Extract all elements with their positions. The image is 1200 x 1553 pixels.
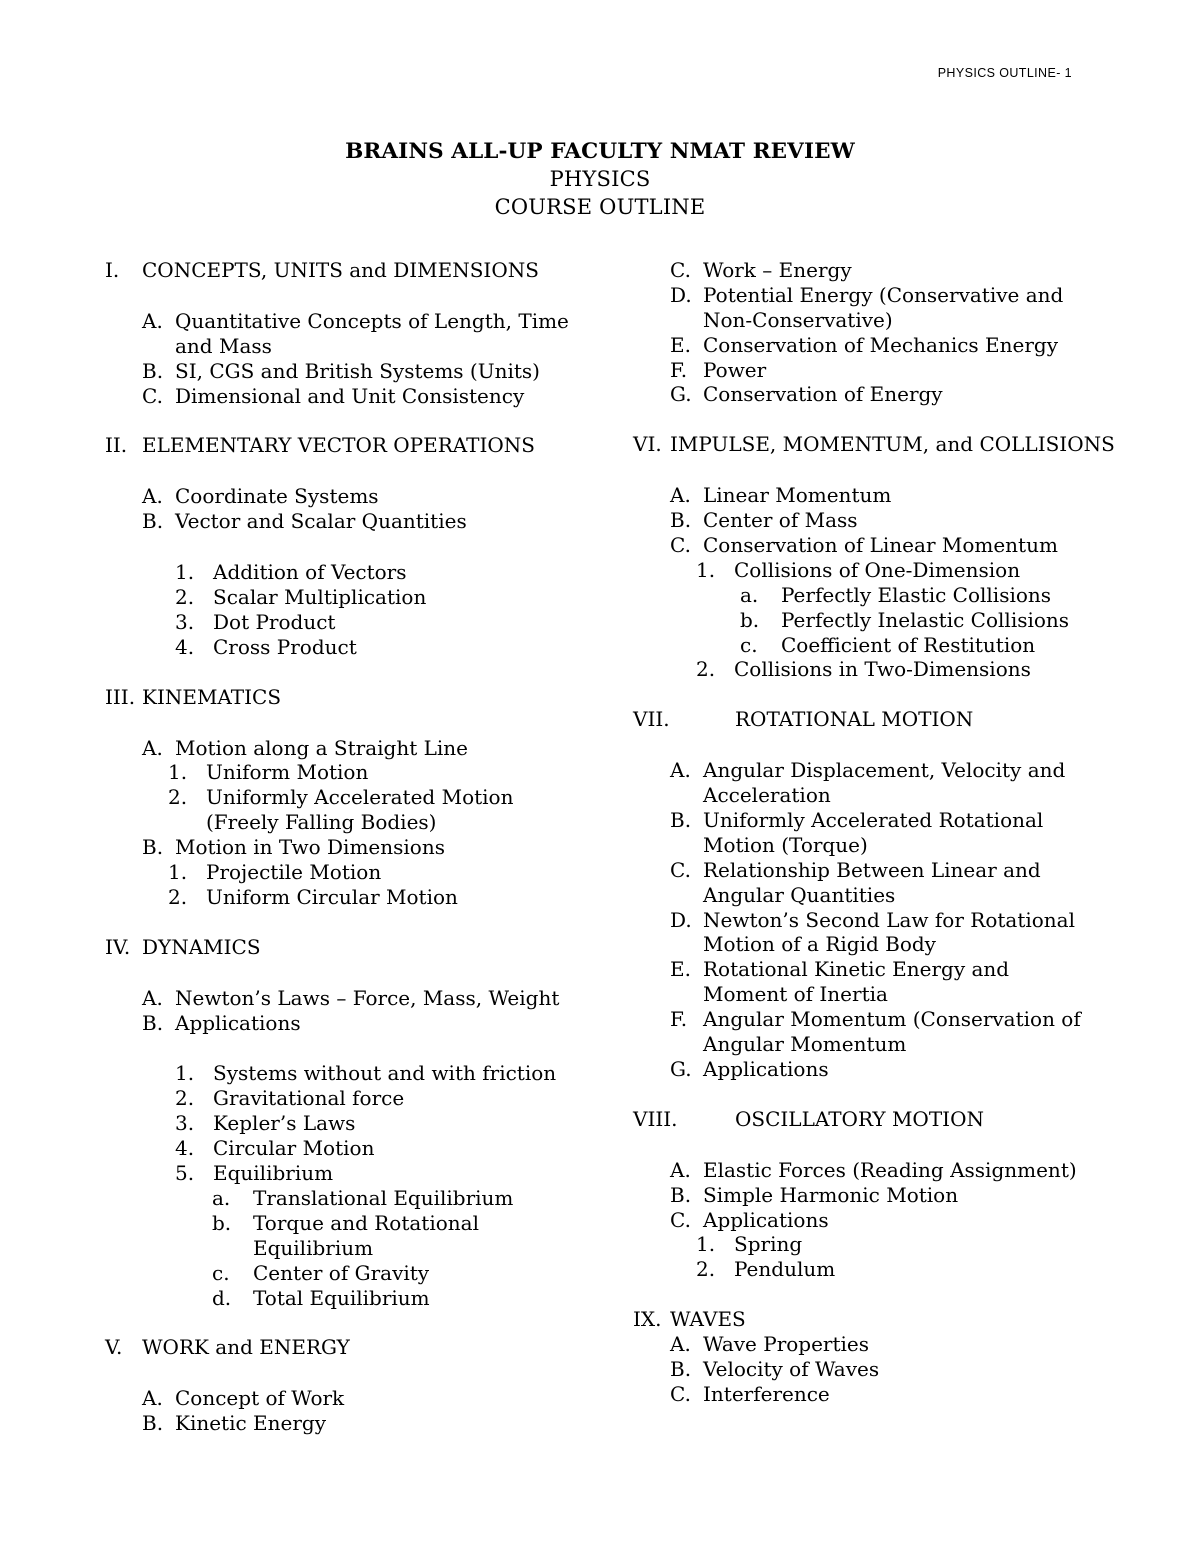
outline-item bbox=[633, 358, 1093, 383]
item-marker: 4. bbox=[175, 634, 195, 659]
item-marker: E. bbox=[670, 957, 691, 982]
outline-item bbox=[633, 1332, 1093, 1357]
item-text: Cross Product bbox=[213, 634, 357, 659]
item-text: Applications bbox=[703, 1056, 829, 1081]
item-text: Angular Momentum (Conservation of Angular Momentum bbox=[703, 1007, 1081, 1057]
item-text: Gravitational force bbox=[213, 1086, 405, 1111]
outline-item bbox=[633, 1232, 1093, 1257]
item-marker: 1. bbox=[168, 760, 188, 785]
item-text: Circular Motion bbox=[213, 1136, 375, 1161]
outline-item bbox=[633, 1257, 1093, 1282]
item-marker: F. bbox=[670, 1007, 688, 1032]
outline-item bbox=[105, 635, 580, 660]
item-marker: 1. bbox=[696, 1232, 716, 1257]
outline-item bbox=[633, 258, 1093, 283]
item-text: Total Equilibrium bbox=[253, 1285, 430, 1310]
item-text: Conservation of Linear Momentum bbox=[703, 533, 1058, 558]
outline-item bbox=[633, 558, 1093, 583]
item-marker: A. bbox=[670, 1332, 691, 1357]
item-marker: D. bbox=[670, 907, 692, 932]
item-text: Simple Harmonic Motion bbox=[703, 1182, 959, 1207]
item-marker: G. bbox=[670, 382, 692, 407]
outline-item bbox=[633, 1357, 1093, 1382]
item-text: Relationship Between Linear and Angular Quantities bbox=[703, 857, 1041, 907]
item-marker: C. bbox=[670, 1207, 691, 1232]
section-heading-iv bbox=[105, 935, 580, 960]
item-marker: B. bbox=[142, 1411, 164, 1436]
item-marker: c. bbox=[740, 632, 758, 657]
item-marker: A. bbox=[670, 758, 691, 783]
item-marker: F. bbox=[670, 357, 688, 382]
section-title: CONCEPTS, UNITS and DIMENSIONS bbox=[142, 258, 539, 282]
section-title: ROTATIONAL MOTION bbox=[735, 707, 974, 732]
item-marker: B. bbox=[142, 1010, 164, 1035]
outline-item bbox=[105, 1286, 580, 1311]
item-marker: A. bbox=[670, 483, 691, 508]
outline-item bbox=[105, 835, 580, 860]
outline-item bbox=[105, 1161, 580, 1186]
item-marker: a. bbox=[740, 582, 759, 607]
item-marker: A. bbox=[670, 1157, 691, 1182]
outline-item bbox=[105, 860, 580, 885]
section-numeral: VI. bbox=[633, 432, 662, 457]
item-text: Scalar Multiplication bbox=[213, 585, 427, 610]
item-text: Conservation of Energy bbox=[703, 382, 943, 407]
item-text: Collisions of One-Dimension bbox=[734, 557, 1021, 582]
item-text: Newton’s Laws – Force, Mass, Weight bbox=[175, 985, 560, 1010]
outline-item bbox=[105, 484, 580, 509]
item-marker: A. bbox=[142, 985, 163, 1010]
item-text: Translational Equilibrium bbox=[253, 1185, 514, 1210]
outline-item bbox=[105, 1136, 580, 1161]
section-numeral: II. bbox=[105, 433, 128, 458]
item-text: Vector and Scalar Quantities bbox=[175, 509, 467, 534]
item-marker: 5. bbox=[175, 1161, 195, 1186]
outline-item bbox=[633, 533, 1093, 558]
outline-item bbox=[633, 1007, 1093, 1057]
outline-item bbox=[105, 1261, 580, 1286]
outline-item bbox=[105, 760, 580, 785]
section-numeral: I. bbox=[105, 258, 120, 282]
outline-item bbox=[105, 785, 580, 835]
item-text: Potential Energy (Conservative and Non-Conservative) bbox=[703, 282, 1064, 332]
item-marker: d. bbox=[212, 1285, 232, 1310]
item-marker: B. bbox=[142, 358, 164, 383]
outline-item bbox=[633, 808, 1093, 858]
item-text: Uniformly Accelerated Motion (Freely Falling Bodies) bbox=[206, 785, 514, 835]
item-text: Rotational Kinetic Energy and Moment of Inertia bbox=[703, 957, 1010, 1007]
item-marker: 2. bbox=[175, 585, 195, 610]
item-text: Wave Properties bbox=[703, 1332, 870, 1357]
outline-item bbox=[105, 560, 580, 585]
item-marker: 3. bbox=[175, 609, 195, 634]
outline-item bbox=[105, 309, 580, 359]
outline-item bbox=[633, 382, 1093, 407]
section-numeral: III. bbox=[105, 684, 136, 709]
outline-item bbox=[105, 509, 580, 534]
item-marker: C. bbox=[670, 857, 691, 882]
outline-item bbox=[633, 1158, 1093, 1183]
outline-item bbox=[633, 483, 1093, 508]
item-text: Velocity of Waves bbox=[703, 1356, 880, 1381]
section-title: IMPULSE, MOMENTUM, and COLLISIONS bbox=[670, 432, 1115, 457]
section-numeral: IV. bbox=[105, 934, 131, 959]
item-text: Applications bbox=[703, 1207, 829, 1232]
outline-item bbox=[105, 359, 580, 384]
item-marker: 1. bbox=[696, 557, 716, 582]
document-subject: PHYSICS bbox=[549, 167, 651, 192]
document-subtitle: COURSE OUTLINE bbox=[494, 195, 706, 220]
item-text: Dimensional and Unit Consistency bbox=[175, 383, 525, 408]
item-text: Work – Energy bbox=[703, 258, 852, 282]
item-marker: A. bbox=[142, 308, 163, 333]
item-marker: a. bbox=[212, 1185, 231, 1210]
running-header: PHYSICS OUTLINE- 1 bbox=[937, 66, 1072, 80]
outline-item bbox=[633, 1057, 1093, 1082]
outline-item bbox=[105, 736, 580, 761]
section-title: WAVES bbox=[670, 1307, 746, 1332]
item-marker: b. bbox=[740, 607, 760, 632]
outline-item bbox=[105, 384, 580, 409]
item-marker: B. bbox=[670, 508, 692, 533]
item-text: Center of Gravity bbox=[253, 1260, 430, 1285]
item-marker: 1. bbox=[175, 560, 195, 585]
outline-item bbox=[105, 986, 580, 1011]
item-marker: 1. bbox=[175, 1061, 195, 1086]
item-text: Projectile Motion bbox=[206, 860, 382, 885]
outline-item bbox=[105, 1186, 580, 1211]
item-text: Concept of Work bbox=[175, 1386, 345, 1411]
item-text: Addition of Vectors bbox=[213, 560, 407, 585]
item-text: Newton’s Second Law for Rotational Motion of a Rigid Body bbox=[703, 907, 1075, 957]
item-marker: G. bbox=[670, 1056, 692, 1081]
item-marker: 4. bbox=[175, 1136, 195, 1161]
item-marker: C. bbox=[670, 1381, 691, 1406]
section-title: KINEMATICS bbox=[142, 684, 282, 709]
item-text: Perfectly Elastic Collisions bbox=[781, 582, 1052, 607]
outline-item bbox=[633, 508, 1093, 533]
outline-item bbox=[105, 1011, 580, 1036]
item-text: Kinetic Energy bbox=[175, 1411, 327, 1436]
outline-column-right bbox=[633, 258, 1115, 1407]
outline-item bbox=[633, 908, 1093, 958]
item-marker: 3. bbox=[175, 1111, 195, 1136]
section-title: WORK and ENERGY bbox=[142, 1335, 350, 1360]
item-text: Motion along a Straight Line bbox=[175, 735, 469, 760]
item-text: Center of Mass bbox=[703, 508, 858, 533]
item-marker: C. bbox=[670, 533, 691, 558]
item-text: Torque and Rotational Equilibrium bbox=[253, 1210, 479, 1260]
item-marker: D. bbox=[670, 282, 692, 307]
item-text: Elastic Forces (Reading Assignment) bbox=[703, 1157, 1077, 1182]
item-marker: E. bbox=[670, 332, 691, 357]
outline-item bbox=[105, 1411, 580, 1436]
outline-item bbox=[105, 585, 580, 610]
outline-item bbox=[633, 1382, 1093, 1407]
item-text: Applications bbox=[175, 1010, 301, 1035]
outline-item bbox=[105, 1386, 580, 1411]
outline-item bbox=[105, 1211, 580, 1261]
outline-item bbox=[633, 1183, 1093, 1208]
outline-item bbox=[633, 957, 1093, 1007]
item-text: Kepler’s Laws bbox=[213, 1111, 356, 1136]
item-marker: A. bbox=[142, 1386, 163, 1411]
item-text: Angular Displacement, Velocity and Acceleration bbox=[703, 758, 1066, 808]
section-numeral: V. bbox=[105, 1335, 123, 1360]
outline-item bbox=[633, 657, 1093, 682]
item-marker: 2. bbox=[175, 1086, 195, 1111]
outline-item bbox=[633, 633, 1093, 658]
item-marker: c. bbox=[212, 1260, 230, 1285]
section-heading-iii bbox=[105, 685, 580, 710]
section-heading-v bbox=[105, 1335, 580, 1360]
item-text: Uniform Circular Motion bbox=[206, 884, 458, 909]
outline-item bbox=[105, 1086, 580, 1111]
title-block bbox=[0, 138, 1200, 222]
item-marker: C. bbox=[142, 383, 163, 408]
item-marker: 1. bbox=[168, 860, 188, 885]
item-text: Power bbox=[703, 357, 767, 382]
item-text: Conservation of Mechanics Energy bbox=[703, 332, 1059, 357]
item-marker: B. bbox=[142, 835, 164, 860]
outline-item bbox=[633, 583, 1093, 608]
section-numeral: VIII. bbox=[633, 1106, 678, 1131]
section-heading-ii bbox=[105, 433, 580, 458]
item-marker: B. bbox=[670, 808, 692, 833]
section-heading-ix bbox=[633, 1307, 1093, 1332]
item-text: Equilibrium bbox=[213, 1161, 334, 1186]
item-marker: B. bbox=[142, 509, 164, 534]
section-heading-viii bbox=[633, 1107, 1093, 1132]
item-text: Uniformly Accelerated Rotational Motion (Torque) bbox=[703, 808, 1044, 857]
section-heading-vii bbox=[633, 707, 1093, 732]
outline-item bbox=[105, 1061, 580, 1086]
outline-item bbox=[105, 610, 580, 635]
item-marker: 2. bbox=[168, 785, 188, 810]
section-heading-i bbox=[105, 258, 580, 283]
item-marker: b. bbox=[212, 1210, 232, 1235]
item-marker: 2. bbox=[696, 1257, 716, 1282]
outline-item bbox=[633, 858, 1093, 908]
item-text: Perfectly Inelastic Collisions bbox=[781, 607, 1070, 632]
section-title: ELEMENTARY VECTOR OPERATIONS bbox=[142, 433, 535, 458]
item-text: Linear Momentum bbox=[703, 483, 892, 508]
item-text: Motion in Two Dimensions bbox=[175, 835, 445, 860]
section-numeral: IX. bbox=[633, 1307, 662, 1332]
item-text: Systems without and with friction bbox=[213, 1061, 557, 1086]
document-title: BRAINS ALL-UP FACULTY NMAT REVIEW bbox=[345, 139, 855, 164]
item-text: Dot Product bbox=[213, 609, 336, 634]
outline-item bbox=[633, 333, 1093, 358]
outline-column-left bbox=[105, 258, 580, 1436]
item-marker: B. bbox=[670, 1182, 692, 1207]
section-numeral: VII. bbox=[633, 707, 670, 732]
item-text: Pendulum bbox=[734, 1257, 836, 1282]
outline-item bbox=[633, 758, 1093, 808]
section-heading-vi bbox=[633, 432, 1115, 457]
outline-item bbox=[105, 885, 580, 910]
item-text: Interference bbox=[703, 1381, 830, 1406]
section-title: OSCILLATORY MOTION bbox=[735, 1106, 984, 1131]
item-marker: 2. bbox=[168, 884, 188, 909]
item-text: Coefficient of Restitution bbox=[781, 632, 1036, 657]
item-text: Spring bbox=[734, 1232, 803, 1257]
outline-item bbox=[633, 1208, 1093, 1233]
item-text: Uniform Motion bbox=[206, 760, 369, 785]
item-marker: A. bbox=[142, 484, 163, 509]
outline-item bbox=[633, 283, 1093, 333]
item-text: Coordinate Systems bbox=[175, 484, 379, 509]
item-text: SI, CGS and British Systems (Units) bbox=[175, 358, 540, 383]
item-text: Quantitative Concepts of Length, Time and Mass bbox=[175, 308, 569, 358]
item-marker: B. bbox=[670, 1356, 692, 1381]
section-title: DYNAMICS bbox=[142, 934, 261, 959]
item-marker: 2. bbox=[696, 657, 716, 682]
outline-item bbox=[633, 608, 1093, 633]
item-marker: A. bbox=[142, 735, 163, 760]
item-text: Collisions in Two-Dimensions bbox=[734, 657, 1031, 682]
outline-item bbox=[105, 1111, 580, 1136]
item-marker: C. bbox=[670, 258, 691, 282]
